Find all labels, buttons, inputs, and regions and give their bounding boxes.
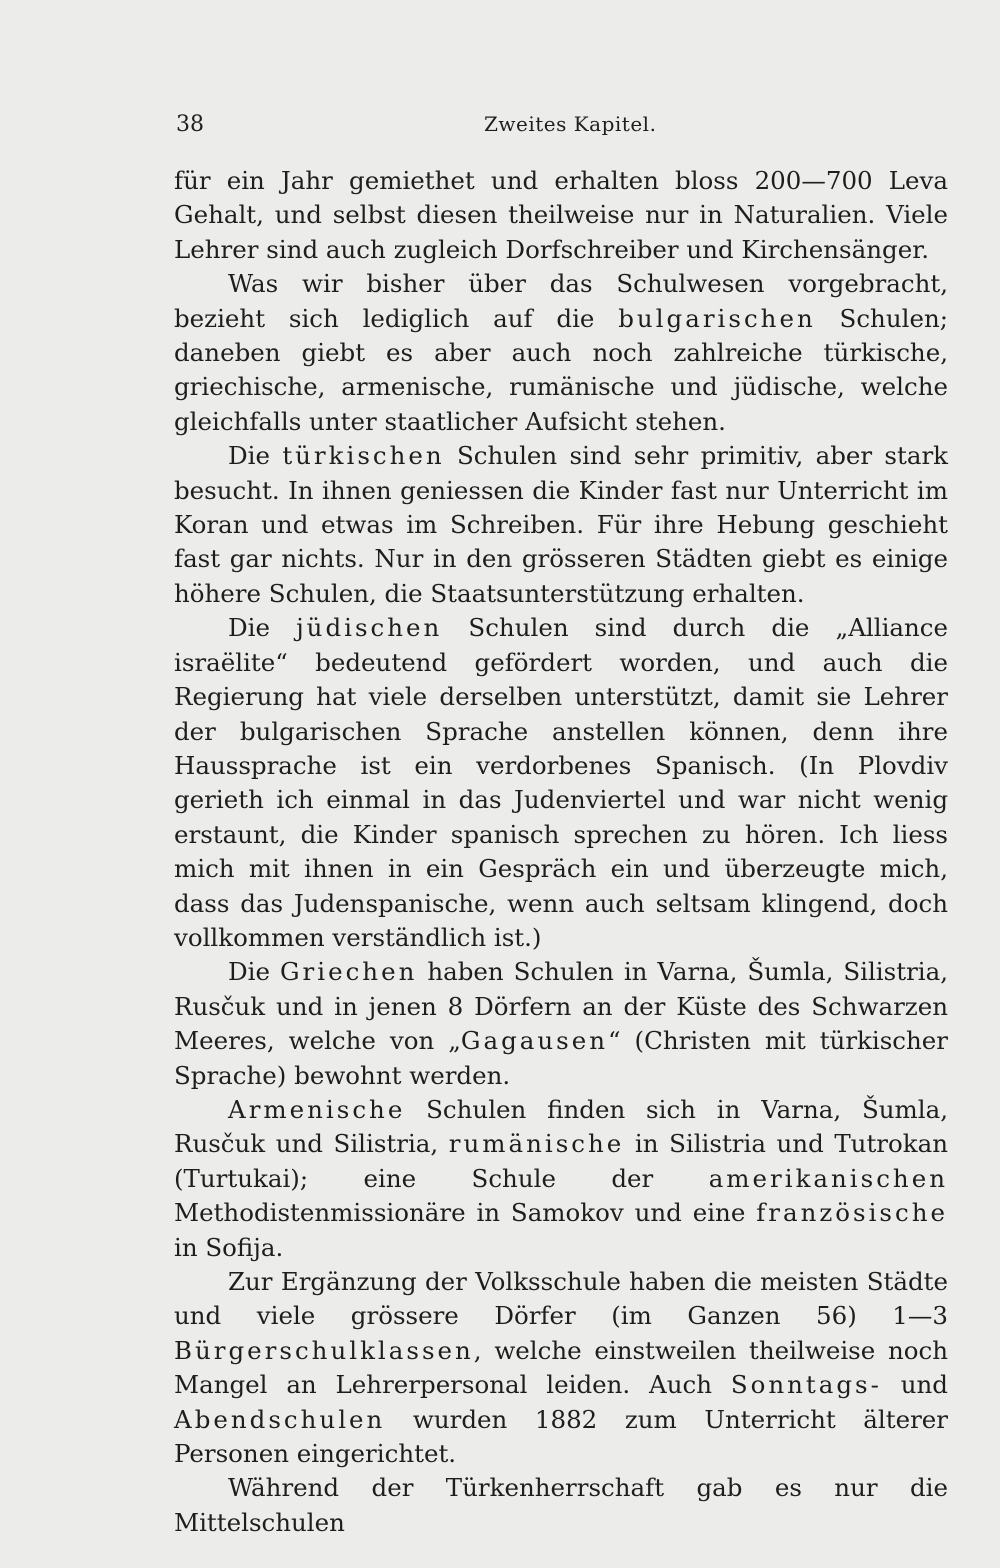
text-run: Die — [228, 613, 297, 643]
paragraph — [174, 955, 948, 1093]
emphasized-text: französische — [756, 1198, 948, 1228]
emphasized-text: amerikanischen — [708, 1163, 948, 1193]
text-run: Zur Ergänzung der Volksschule haben die meisten Städte und viele grössere Dörfer (im Ganzen 56) 1—3 — [174, 1267, 948, 1331]
text-run: und — [881, 1370, 948, 1400]
text-run: Schulen sind durch die „Alliance israëlite“ bedeutend gefördert worden, und auch die Regierung hat viele derselben unterstützt, damit sie Lehrer der bulgarischen Sprache anstellen können, denn ihre Haussprache ist ein verdorbenes Spanisch. (In Plovdiv gerieth ich einmal in das Judenviertel und war nicht wenig erstaunt, die Kinder spanisch sprechen zu hören. Ich liess mich mit ihnen in ein Gespräch ein und überzeugte mich, dass das Judenspanische, wenn auch seltsam klingend, doch vollkommen verständlich ist.) — [174, 613, 949, 952]
text-run: “ (Christen mit türkischer Sprache) bewohnt werden. — [174, 1026, 948, 1090]
text-run: Schulen finden sich in Varna, Šumla, Rusčuk und Silistria, — [174, 1094, 948, 1159]
text-run: für ein Jahr gemiethet und erhalten bloss 200—700 Leva Gehalt, und selbst diesen theilweise nur in Naturalien. Viele Lehrer sind auch zugleich Dorfschreiber und Kirchensänger. — [174, 166, 948, 264]
emphasized-text: Armenische — [228, 1094, 406, 1124]
paragraph — [174, 1471, 948, 1540]
running-title: Zweites Kapitel. — [484, 112, 657, 136]
paragraph — [174, 267, 948, 439]
emphasized-text: jüdischen — [296, 613, 443, 643]
emphasized-text: rumänische — [448, 1129, 625, 1159]
page-number: 38 — [176, 112, 204, 137]
text-run: in Silistria und Tutrokan (Turtukai); eine Schule der — [174, 1129, 949, 1193]
text-run: Die — [228, 441, 283, 471]
text-run: wurden 1882 zum Unterricht älterer Personen eingerichtet. — [174, 1404, 948, 1469]
paragraph — [174, 1265, 948, 1471]
emphasized-text: bulgarischen — [618, 303, 816, 333]
emphasized-text: Bürgerschulklassen — [174, 1335, 474, 1365]
text-run: , welche einstweilen theilweise noch Mangel an Lehrerpersonal leiden. Auch — [174, 1335, 948, 1400]
text-run: Methodistenmissionäre in Samokov und eine — [174, 1198, 757, 1228]
body-text — [174, 164, 948, 1540]
emphasized-text: Gagausen — [460, 1026, 609, 1056]
text-run: Schulen sind sehr primitiv, aber stark besucht. In ihnen geniessen die Kinder fast nur Unterricht im Koran und etwas im Schreiben. Für ihre Hebung geschieht fast gar nichts. Nur in den grösseren Städten giebt es einige höhere Schulen, die Staatsunterstützung erhalten. — [174, 441, 949, 608]
text-run: Was wir bisher über das Schulwesen vorgebracht, bezieht sich lediglich auf die — [174, 269, 948, 333]
emphasized-text: Sonntags- — [730, 1370, 882, 1400]
paragraph — [174, 611, 948, 955]
text-run: Während der Türkenherrschaft gab es nur die Mittelschulen — [174, 1473, 948, 1537]
text-run: Die — [228, 957, 280, 987]
text-run: haben Schulen in Varna, Šumla, Silistria, Rusčuk und in jenen 8 Dörfern an der Küste des Schwarzen Meeres, welche von „ — [174, 957, 949, 1056]
paragraph — [174, 1093, 948, 1265]
emphasized-text: türkischen — [282, 441, 445, 471]
text-run: in Sofija. — [174, 1232, 284, 1262]
paragraph — [174, 164, 948, 267]
page-header — [0, 112, 1000, 152]
paragraph — [174, 439, 948, 611]
text-run: Schulen; daneben giebt es aber auch noch zahlreiche türkische, griechische, armenische, rumänische und jüdische, welche gleichfalls unter staatlicher Aufsicht stehen. — [174, 303, 948, 436]
emphasized-text: Griechen — [279, 957, 418, 987]
emphasized-text: Abendschulen — [174, 1404, 386, 1434]
